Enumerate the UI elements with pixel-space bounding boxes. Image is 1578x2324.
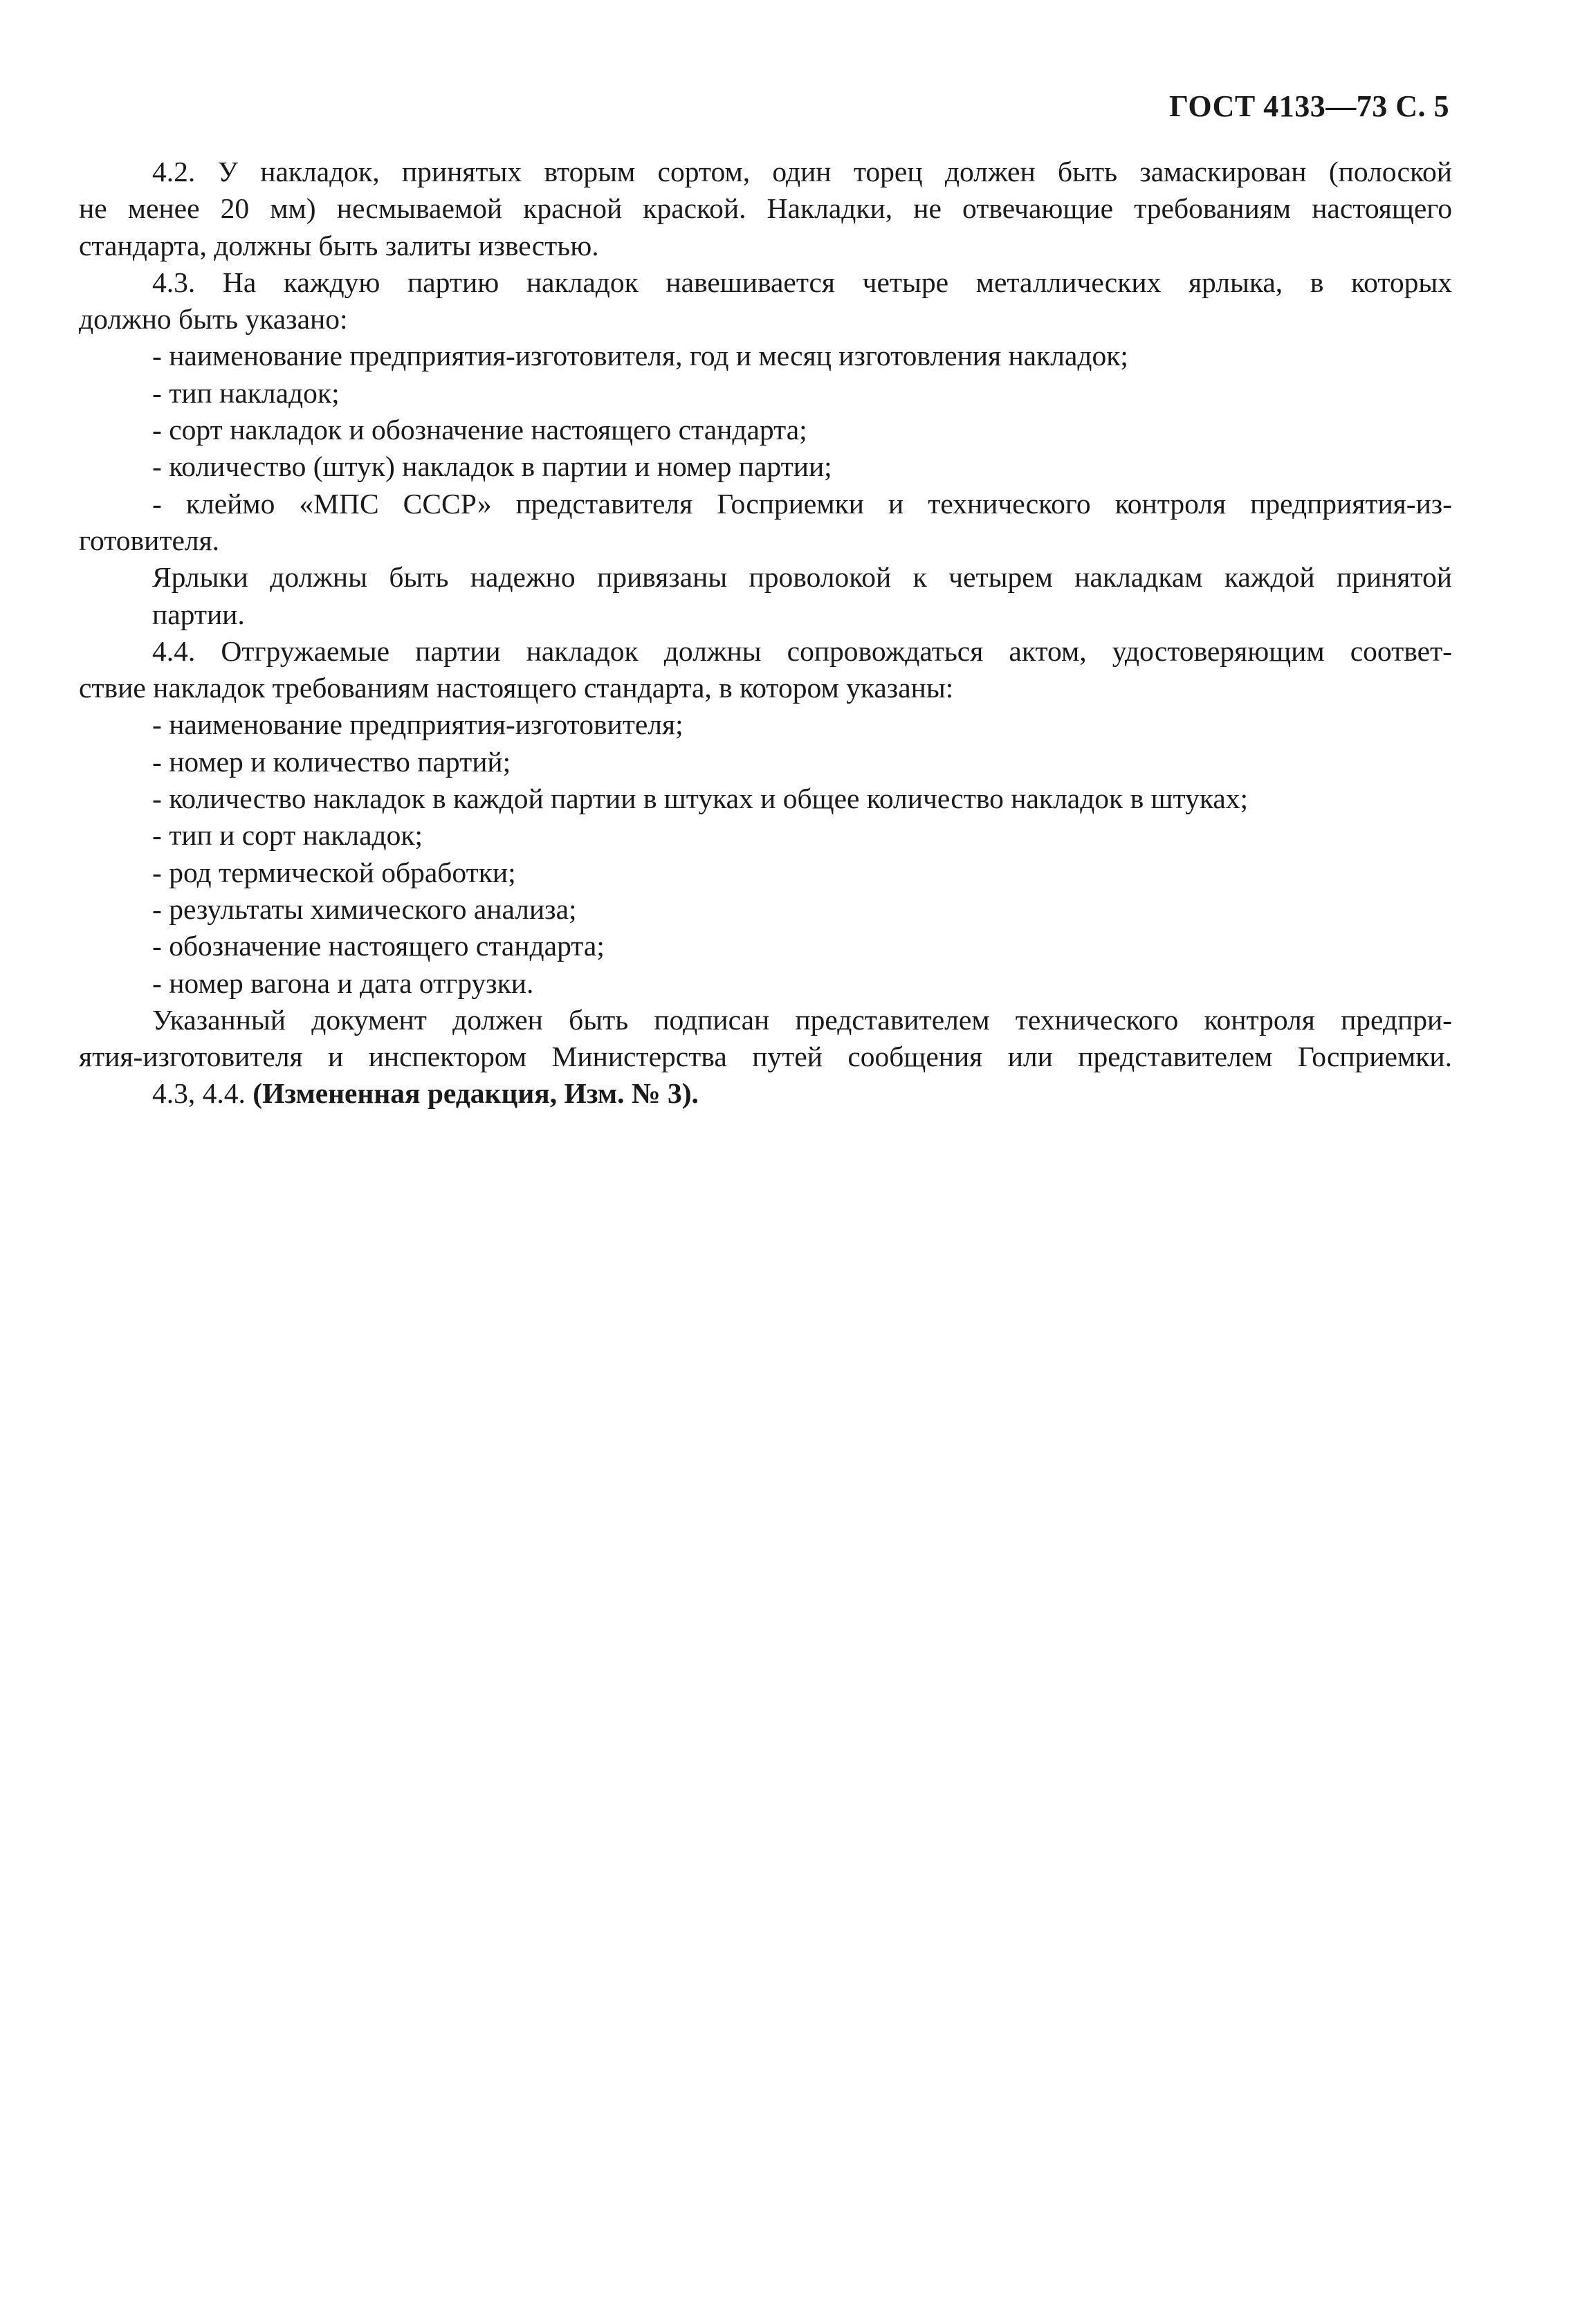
text-line: должно быть указано:	[79, 303, 348, 336]
text-line: ятия-изготовителя и инспектором Министерства путей сообщения или представителем Госприемки.	[79, 1041, 1452, 1073]
text-line: 4.3. На каждую партию накладок навешивается четыре металлических ярлыка, в которых	[152, 266, 1452, 298]
list-item: - тип и сорт накладок;	[152, 819, 423, 852]
list-item: - номер вагона и дата отгрузки.	[152, 967, 534, 999]
list-item: - тип накладок;	[152, 376, 340, 409]
list-item: - наименование предприятия-изготовителя;	[152, 708, 684, 741]
list-item: - номер и количество партий;	[152, 745, 511, 778]
list-item: - результаты химического анализа;	[152, 893, 577, 925]
list-item: - наименование предприятия-изготовителя, год и месяц изготовления накладок;	[152, 340, 1128, 372]
text-line: Указанный документ должен быть подписан представителем технического контроля предпри-	[152, 1003, 1452, 1036]
list-item: - сорт накладок и обозначение настоящего стандарта;	[152, 414, 807, 446]
text-line: стандарта, должны быть залиты известью.	[79, 229, 599, 262]
amendment-clause-numbers: 4.3, 4.4.	[152, 1077, 246, 1110]
text-line: Ярлыки должны быть надежно привязаны проволокой к четырем накладкам каждой принятой	[152, 561, 1452, 594]
document-body	[79, 154, 1452, 1113]
text-line: не менее 20 мм) несмываемой красной краской. Накладки, не отвечающие требованиям настоящего	[79, 192, 1452, 225]
text-line: готовителя.	[79, 524, 220, 556]
text-line: 4.2. У накладок, принятых вторым сортом, один торец должен быть замаскирован (полоской	[152, 156, 1452, 187]
list-item: - количество (штук) накладок в партии и номер партии;	[152, 450, 832, 483]
list-item: - род термической обработки;	[152, 856, 516, 888]
list-item: - обозначение настоящего стандарта;	[152, 930, 605, 962]
text-line: ствие накладок требованиям настоящего стандарта, в котором указаны:	[79, 672, 954, 704]
text-line: 4.4. Отгружаемые партии накладок должны сопровождаться актом, удостоверяющим соответ-	[152, 634, 1452, 667]
list-item: - клеймо «МПС СССР» представителя Госприемки и технического контроля предприятия-из-	[152, 487, 1452, 520]
amendment-text: (Измененная редакция, Изм. № 3).	[253, 1077, 699, 1110]
page-header: ГОСТ 4133—73 С. 5	[1168, 89, 1449, 123]
amendment-note	[79, 1075, 1452, 1112]
list-item: - количество накладок в каждой партии в штуках и общее количество накладок в штуках;	[152, 783, 1249, 815]
text-line: партии.	[152, 598, 245, 630]
